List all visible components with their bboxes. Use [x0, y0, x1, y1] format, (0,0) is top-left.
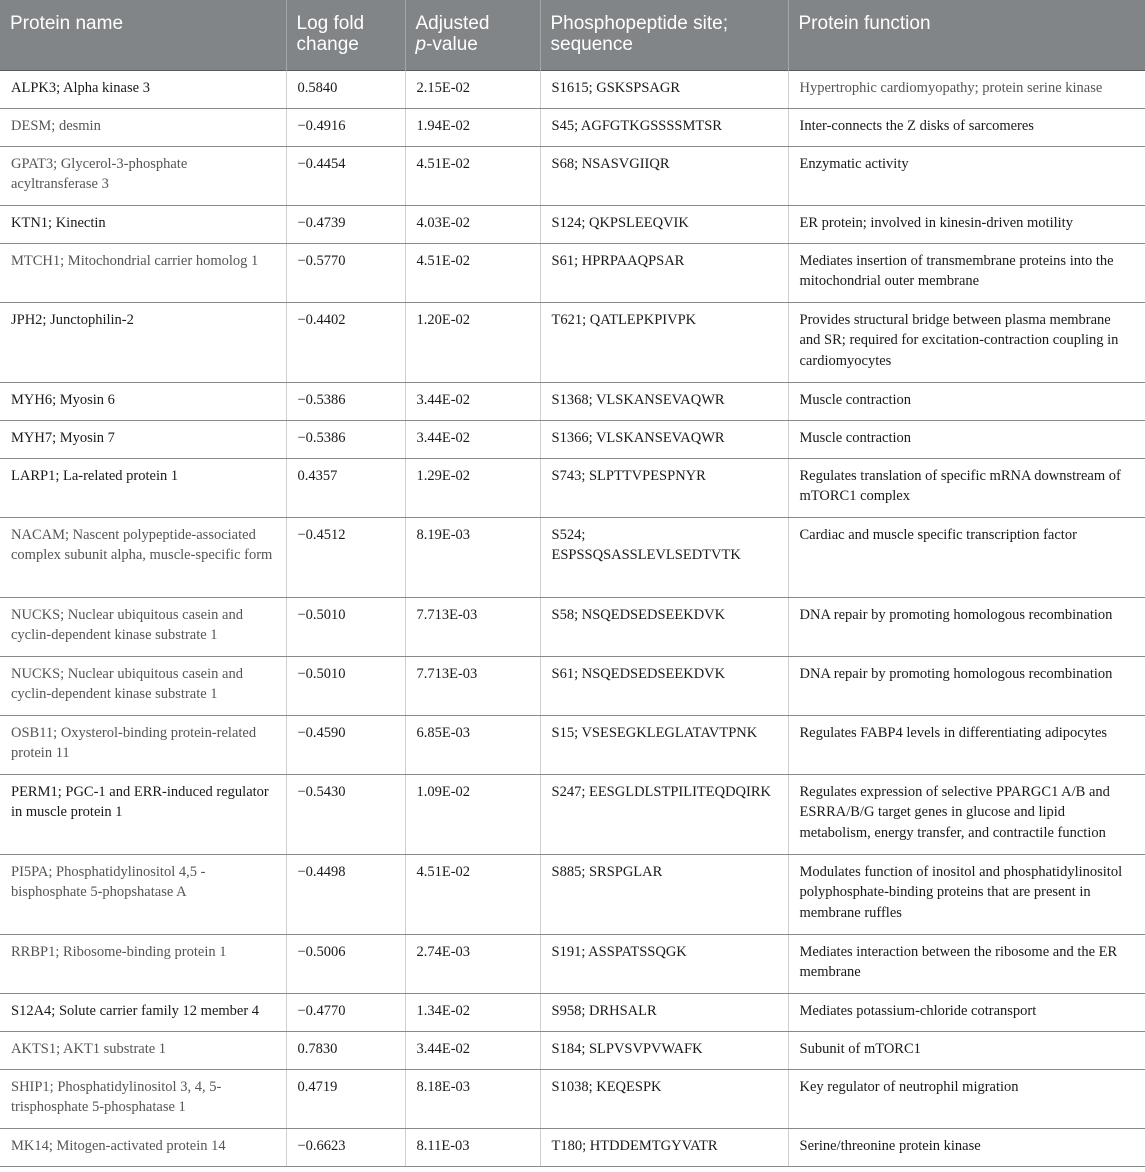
cell-protein-name: NACAM; Nascent polypeptide-associated complex subunit alpha, muscle-specific form [0, 517, 286, 597]
cell-protein-function: Serine/threonine protein kinase [788, 1128, 1145, 1166]
header-protein-function: Protein function [798, 13, 931, 34]
table-row [0, 993, 1145, 1031]
header-protein-name: Protein name [0, 0, 286, 70]
cell-adjusted-p-value: 1.94E-02 [405, 108, 540, 146]
cell-log-fold-change: −0.4916 [286, 108, 405, 146]
header-row [0, 0, 1145, 70]
cell-protein-name: NUCKS; Nuclear ubiquitous casein and cyclin-dependent kinase substrate 1 [0, 597, 286, 656]
cell-adjusted-p-value: 1.09E-02 [405, 774, 540, 854]
cell-protein-function: Subunit of mTORC1 [788, 1031, 1145, 1069]
table-row [0, 458, 1145, 517]
cell-protein-function: Key regulator of neutrophil migration [788, 1069, 1145, 1128]
table-row [0, 854, 1145, 934]
cell-adjusted-p-value: 2.15E-02 [405, 70, 540, 108]
cell-protein-function: Regulates expression of selective PPARGC1 A/B and ESRRA/B/G target genes in glucose and lipid metabolism, energy transfer, and contractile function [788, 774, 1145, 854]
cell-log-fold-change: −0.5010 [286, 597, 405, 656]
cell-phosphopeptide-site: S1615; GSKSPSAGR [540, 70, 788, 108]
table-row [0, 1069, 1145, 1128]
cell-protein-name: JPH2; Junctophilin-2 [0, 302, 286, 382]
cell-adjusted-p-value: 8.11E-03 [405, 1128, 540, 1166]
cell-phosphopeptide-site: S61; HPRPAAQPSAR [540, 243, 788, 302]
cell-phosphopeptide-site: S1366; VLSKANSEVAQWR [540, 420, 788, 458]
cell-protein-name: OSB11; Oxysterol-binding protein-related protein 11 [0, 715, 286, 774]
cell-protein-function: Mediates interaction between the ribosome and the ER membrane [788, 934, 1145, 993]
cell-protein-function: Hypertrophic cardiomyopathy; protein serine kinase [788, 70, 1145, 108]
cell-phosphopeptide-site: T180; HTDDEMTGYVATR [540, 1128, 788, 1166]
table-row [0, 1031, 1145, 1069]
header-phosphopeptide-site: Phosphopeptide site; sequence [540, 0, 788, 70]
header-log-fold-change: Log fold change [286, 0, 405, 70]
table-row [0, 302, 1145, 382]
table-row [0, 243, 1145, 302]
cell-phosphopeptide-site: S58; NSQEDSEDSEEKDVK [540, 597, 788, 656]
cell-log-fold-change: −0.5386 [286, 420, 405, 458]
cell-protein-function: Mediates insertion of transmembrane proteins into the mitochondrial outer membrane [788, 243, 1145, 302]
table-row [0, 774, 1145, 854]
cell-protein-name: AKTS1; AKT1 substrate 1 [0, 1031, 286, 1069]
cell-log-fold-change: −0.5006 [286, 934, 405, 993]
cell-log-fold-change: −0.4402 [286, 302, 405, 382]
cell-adjusted-p-value: 3.44E-02 [405, 1031, 540, 1069]
cell-protein-function: DNA repair by promoting homologous recombination [788, 597, 1145, 656]
header-adjusted-p-value: Adjusted p-value [405, 0, 540, 70]
cell-phosphopeptide-site: S247; EESGLDLSTPILITEQDQIRK [540, 774, 788, 854]
cell-protein-name: MTCH1; Mitochondrial carrier homolog 1 [0, 243, 286, 302]
table-row [0, 517, 1145, 597]
cell-adjusted-p-value: 1.20E-02 [405, 302, 540, 382]
cell-protein-function: Enzymatic activity [788, 146, 1145, 205]
cell-protein-name: GPAT3; Glycerol-3-phosphate acyltransferase 3 [0, 146, 286, 205]
cell-phosphopeptide-site: S1038; KEQESPK [540, 1069, 788, 1128]
cell-phosphopeptide-site: S61; NSQEDSEDSEEKDVK [540, 656, 788, 715]
table-row [0, 934, 1145, 993]
cell-adjusted-p-value: 4.51E-02 [405, 146, 540, 205]
cell-adjusted-p-value: 3.44E-02 [405, 420, 540, 458]
cell-phosphopeptide-site: S45; AGFGTKGSSSSMTSR [540, 108, 788, 146]
cell-log-fold-change: −0.5386 [286, 382, 405, 420]
table-row [0, 420, 1145, 458]
cell-protein-name: DESM; desmin [0, 108, 286, 146]
cell-protein-function: Regulates translation of specific mRNA downstream of mTORC1 complex [788, 458, 1145, 517]
cell-log-fold-change: −0.4770 [286, 993, 405, 1031]
cell-protein-name: PI5PA; Phosphatidylinositol 4,5 -bisphosphate 5-phopshatase A [0, 854, 286, 934]
cell-protein-name: MYH7; Myosin 7 [0, 420, 286, 458]
cell-log-fold-change: 0.4357 [286, 458, 405, 517]
cell-protein-name: S12A4; Solute carrier family 12 member 4 [0, 993, 286, 1031]
cell-protein-name: PERM1; PGC-1 and ERR-induced regulator in muscle protein 1 [0, 774, 286, 854]
cell-phosphopeptide-site: S191; ASSPATSSQGK [540, 934, 788, 993]
cell-phosphopeptide-site: S958; DRHSALR [540, 993, 788, 1031]
cell-protein-name: SHIP1; Phosphatidylinositol 3, 4, 5-trisphosphate 5-phosphatase 1 [0, 1069, 286, 1128]
cell-protein-function: Muscle contraction [788, 382, 1145, 420]
cell-protein-name: RRBP1; Ribosome-binding protein 1 [0, 934, 286, 993]
table-row [0, 205, 1145, 243]
cell-adjusted-p-value: 8.18E-03 [405, 1069, 540, 1128]
cell-phosphopeptide-site: S124; QKPSLEEQVIK [540, 205, 788, 243]
cell-log-fold-change: −0.4498 [286, 854, 405, 934]
cell-log-fold-change: −0.5430 [286, 774, 405, 854]
cell-protein-name: NUCKS; Nuclear ubiquitous casein and cyclin-dependent kinase substrate 1 [0, 656, 286, 715]
table-row [0, 715, 1145, 774]
cell-protein-name: MK14; Mitogen-activated protein 14 [0, 1128, 286, 1166]
cell-protein-function: ER protein; involved in kinesin-driven motility [788, 205, 1145, 243]
cell-log-fold-change: 0.7830 [286, 1031, 405, 1069]
cell-phosphopeptide-site: S885; SRSPGLAR [540, 854, 788, 934]
cell-protein-function: Inter-connects the Z disks of sarcomeres [788, 108, 1145, 146]
cell-protein-name: MYH6; Myosin 6 [0, 382, 286, 420]
cell-log-fold-change: −0.4454 [286, 146, 405, 205]
cell-log-fold-change: −0.4739 [286, 205, 405, 243]
cell-phosphopeptide-site: S184; SLPVSVPVWAFK [540, 1031, 788, 1069]
cell-protein-name: KTN1; Kinectin [0, 205, 286, 243]
cell-adjusted-p-value: 1.29E-02 [405, 458, 540, 517]
cell-log-fold-change: 0.4719 [286, 1069, 405, 1128]
cell-protein-function: Muscle contraction [788, 420, 1145, 458]
cell-adjusted-p-value: 7.713E-03 [405, 656, 540, 715]
cell-protein-name: ALPK3; Alpha kinase 3 [0, 70, 286, 108]
table-row [0, 70, 1145, 108]
cell-phosphopeptide-site: S524; ESPSSQSASSLEVLSEDTVTK [540, 517, 788, 597]
table-row [0, 1128, 1145, 1166]
cell-adjusted-p-value: 4.03E-02 [405, 205, 540, 243]
cell-protein-function: Cardiac and muscle specific transcription factor [788, 517, 1145, 597]
cell-adjusted-p-value: 7.713E-03 [405, 597, 540, 656]
table-header [0, 0, 1145, 70]
table-row [0, 656, 1145, 715]
cell-adjusted-p-value: 8.19E-03 [405, 517, 540, 597]
cell-log-fold-change: −0.6623 [286, 1128, 405, 1166]
cell-phosphopeptide-site: S15; VSESEGKLEGLATAVTPNK [540, 715, 788, 774]
cell-adjusted-p-value: 6.85E-03 [405, 715, 540, 774]
cell-adjusted-p-value: 4.51E-02 [405, 243, 540, 302]
cell-phosphopeptide-site: T621; QATLEPKPIVPK [540, 302, 788, 382]
cell-log-fold-change: 0.5840 [286, 70, 405, 108]
cell-protein-name: LARP1; La-related protein 1 [0, 458, 286, 517]
cell-adjusted-p-value: 3.44E-02 [405, 382, 540, 420]
cell-phosphopeptide-site: S1368; VLSKANSEVAQWR [540, 382, 788, 420]
cell-phosphopeptide-site: S68; NSASVGIIQR [540, 146, 788, 205]
table-row [0, 597, 1145, 656]
table-row [0, 146, 1145, 205]
cell-adjusted-p-value: 2.74E-03 [405, 934, 540, 993]
cell-protein-function: Mediates potassium-chloride cotransport [788, 993, 1145, 1031]
cell-adjusted-p-value: 1.34E-02 [405, 993, 540, 1031]
cell-protein-function: Modulates function of inositol and phosphatidylinositol polyphosphate-binding proteins that are present in membrane ruffles [788, 854, 1145, 934]
cell-log-fold-change: −0.5010 [286, 656, 405, 715]
table-body [0, 70, 1145, 1166]
cell-protein-function: Provides structural bridge between plasma membrane and SR; required for excitation-contraction coupling in cardiomyocytes [788, 302, 1145, 382]
cell-phosphopeptide-site: S743; SLPTTVPESPNYR [540, 458, 788, 517]
cell-log-fold-change: −0.4512 [286, 517, 405, 597]
cell-log-fold-change: −0.4590 [286, 715, 405, 774]
cell-adjusted-p-value: 4.51E-02 [405, 854, 540, 934]
cell-protein-function: DNA repair by promoting homologous recombination [788, 656, 1145, 715]
table-row [0, 382, 1145, 420]
table-row [0, 108, 1145, 146]
cell-log-fold-change: −0.5770 [286, 243, 405, 302]
cell-protein-function: Regulates FABP4 levels in differentiating adipocytes [788, 715, 1145, 774]
